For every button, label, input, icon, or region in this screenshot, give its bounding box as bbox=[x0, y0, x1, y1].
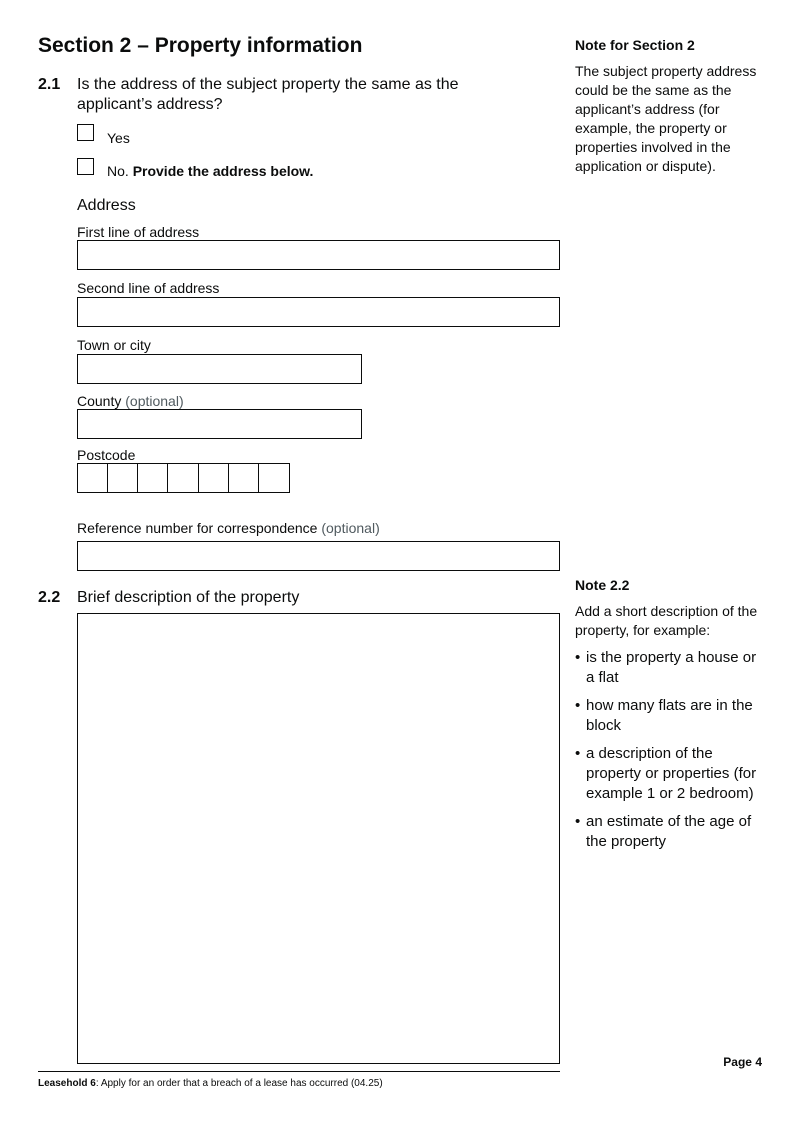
postcode-cell-6[interactable] bbox=[229, 464, 259, 492]
town-label: Town or city bbox=[77, 337, 151, 353]
county-input[interactable] bbox=[77, 409, 362, 439]
address-heading: Address bbox=[77, 197, 136, 214]
note-2-2-bullet: • how many flats are in the block bbox=[575, 696, 767, 736]
postcode-cell-2[interactable] bbox=[108, 464, 138, 492]
postcode-cell-1[interactable] bbox=[78, 464, 108, 492]
note-2-2-bullet: • an estimate of the age of the property bbox=[575, 812, 767, 852]
postcode-cell-7[interactable] bbox=[259, 464, 289, 492]
footer-text bbox=[38, 1078, 383, 1089]
second-line-label: Second line of address bbox=[77, 280, 220, 296]
no-option-instruction: Provide the address below. bbox=[132, 163, 314, 179]
postcode-cell-5[interactable] bbox=[199, 464, 229, 492]
note-2-2-bullet: • a description of the property or properties (for example 1 or 2 bedroom) bbox=[575, 744, 767, 804]
county-optional-hint: (optional) bbox=[125, 393, 184, 409]
question-2-2-number: 2.2 bbox=[38, 589, 61, 606]
checkbox-no[interactable] bbox=[77, 158, 94, 175]
first-line-label: First line of address bbox=[77, 224, 200, 240]
footer-form-name: Leasehold 6 bbox=[38, 1078, 96, 1089]
reference-optional-hint: (optional) bbox=[321, 520, 380, 536]
postcode-label: Postcode bbox=[77, 447, 136, 463]
checkbox-no-label bbox=[107, 163, 313, 179]
first-line-input[interactable] bbox=[77, 240, 560, 270]
postcode-input[interactable] bbox=[77, 463, 290, 493]
no-option-text: No. bbox=[107, 163, 129, 179]
town-input[interactable] bbox=[77, 354, 362, 384]
reference-input[interactable] bbox=[77, 541, 560, 571]
section-title: Section 2 – Property information bbox=[38, 34, 363, 57]
reference-label-text: Reference number for correspondence bbox=[77, 520, 318, 536]
note-section-2-text: The subject property address could be the same as the applicant’s address (for example, the property or properties involved in the application or dispute). bbox=[575, 63, 757, 174]
page-number: Page 4 bbox=[723, 1055, 762, 1069]
county-label bbox=[77, 393, 184, 409]
postcode-cell-4[interactable] bbox=[168, 464, 198, 492]
question-2-1-number: 2.1 bbox=[38, 76, 61, 93]
note-2-2-bullets bbox=[575, 648, 767, 860]
note-2-2-bullet: • is the property a house or a flat bbox=[575, 648, 767, 688]
reference-label bbox=[77, 520, 380, 536]
footer-divider bbox=[38, 1071, 560, 1072]
note-section-2-title: Note for Section 2 bbox=[575, 37, 695, 53]
question-2-2-text: Brief description of the property bbox=[77, 589, 300, 606]
checkbox-yes-label: Yes bbox=[107, 130, 130, 146]
checkbox-yes[interactable] bbox=[77, 124, 94, 141]
question-2-1-text: Is the address of the subject property the same as the applicant’s address? bbox=[77, 76, 459, 113]
property-description-textarea[interactable] bbox=[77, 613, 560, 1064]
county-label-text: County bbox=[77, 393, 122, 409]
postcode-cell-3[interactable] bbox=[138, 464, 168, 492]
footer-description: : Apply for an order that a breach of a lease has occurred (04.25) bbox=[95, 1078, 383, 1089]
note-2-2-intro: Add a short description of the property, for example: bbox=[575, 603, 758, 638]
second-line-input[interactable] bbox=[77, 297, 560, 327]
note-2-2-title: Note 2.2 bbox=[575, 577, 630, 593]
